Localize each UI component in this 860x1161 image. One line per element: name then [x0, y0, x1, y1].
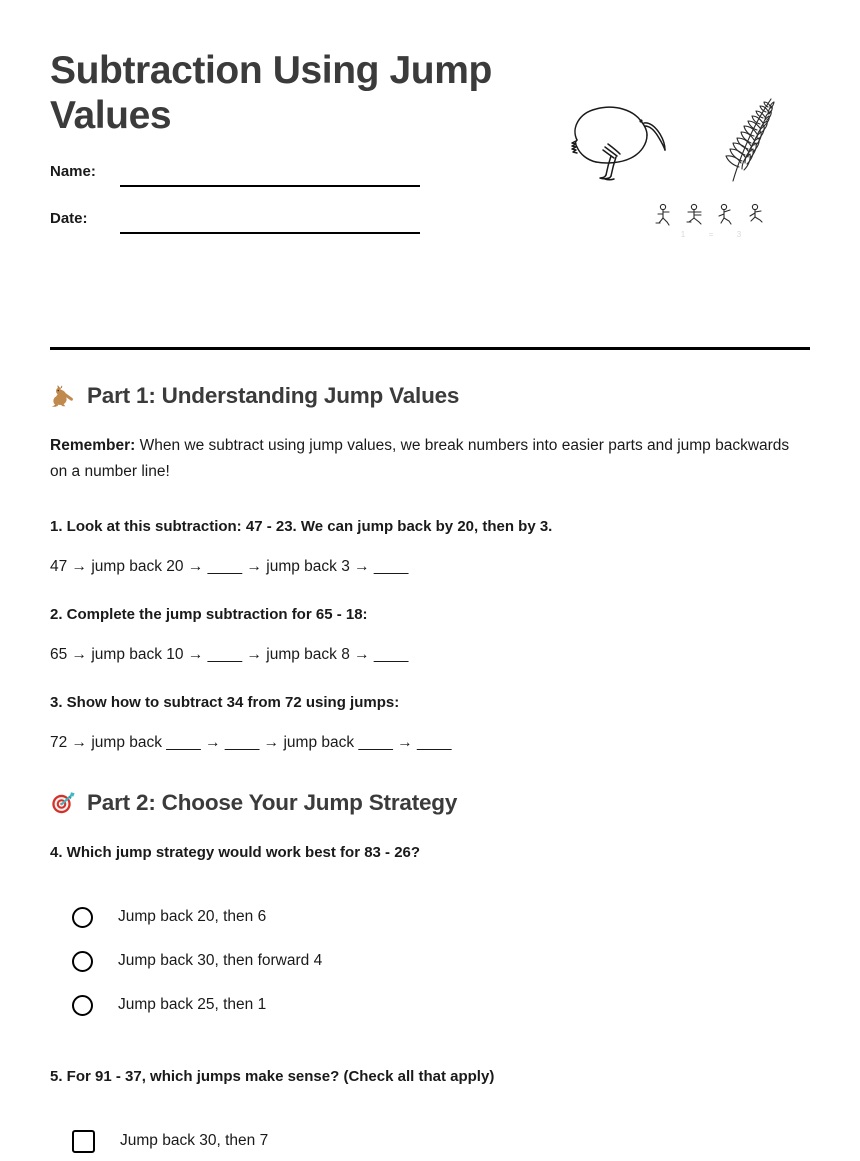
question-prompt: 3. Show how to subtract 34 from 72 using jumps: [50, 694, 400, 711]
runner-caption-part: = [708, 230, 714, 239]
radio-button-icon[interactable] [72, 951, 93, 972]
remember-note [50, 433, 810, 484]
running-figure-icon [715, 203, 737, 227]
section-heading-text: Part 1: Understanding Jump Values [87, 383, 460, 408]
header-divider [50, 347, 810, 350]
question-block-3 [50, 692, 815, 754]
running-figures-group [653, 203, 768, 239]
radio-option-row[interactable] [72, 948, 815, 974]
answer-line[interactable]: 47 → jump back 20 → ____ → jump back 3 → ____ [50, 558, 409, 575]
running-figure-icon [746, 203, 768, 227]
remember-label: Remember: [50, 437, 136, 454]
question-prompt: 2. Complete the jump subtraction for 65 - 18: [50, 606, 368, 623]
date-field-label: Date: [50, 210, 88, 227]
kangaroo-emoji-icon [50, 384, 76, 408]
question-prompt: 5. For 91 - 37, which jumps make sense? (Check all that apply) [50, 1068, 495, 1085]
question-prompt: 1. Look at this subtraction: 47 - 23. We can jump back by 20, then by 3. [50, 518, 553, 535]
checkbox-option-row[interactable] [72, 1128, 815, 1154]
running-figure-icon [653, 203, 675, 227]
option-label: Jump back 30, then 7 [120, 1132, 269, 1149]
question-block-1 [50, 516, 815, 578]
date-input-rule[interactable] [120, 232, 420, 234]
runner-caption [653, 230, 784, 239]
answer-line[interactable]: 65 → jump back 10 → ____ → jump back 8 → ____ [50, 646, 409, 663]
running-figure-icon [684, 203, 706, 227]
fern-frond-icon [717, 93, 779, 183]
question-block-2 [50, 604, 815, 666]
runner-caption-part [753, 230, 781, 239]
runner-caption-part: 1 [680, 230, 686, 239]
question-block-5 [50, 1066, 815, 1154]
remember-text: When we subtract using jump values, we break numbers into easier parts and jump backwards on a number line! [50, 437, 790, 480]
dart-target-emoji-icon [50, 791, 76, 815]
question-prompt: 4. Which jump strategy would work best for 83 - 26? [50, 844, 421, 861]
name-input-rule[interactable] [120, 185, 420, 187]
runner-row [653, 203, 768, 227]
option-label: Jump back 30, then forward 4 [118, 952, 323, 969]
decorative-artwork [520, 45, 810, 255]
section-heading-text: Part 2: Choose Your Jump Strategy [87, 790, 458, 815]
answer-line[interactable]: 72 → jump back ____ → ____ → jump back ____ → ____ [50, 734, 452, 751]
question-block-4 [50, 842, 815, 1018]
kiwi-bird-icon [565, 100, 669, 182]
runner-caption-part: 3 [736, 230, 742, 239]
option-label: Jump back 25, then 1 [118, 996, 267, 1013]
page-title: Subtraction Using Jump Values [50, 49, 492, 137]
section-heading-part1 [50, 383, 815, 409]
radio-button-icon[interactable] [72, 995, 93, 1016]
radio-option-row[interactable] [72, 992, 815, 1018]
name-field-label: Name: [50, 163, 96, 180]
radio-option-row[interactable] [72, 904, 815, 930]
checkbox-icon[interactable] [72, 1130, 95, 1153]
section-heading-part2 [50, 790, 815, 816]
worksheet-body [50, 383, 815, 1154]
option-label: Jump back 20, then 6 [118, 908, 267, 925]
radio-button-icon[interactable] [72, 907, 93, 928]
